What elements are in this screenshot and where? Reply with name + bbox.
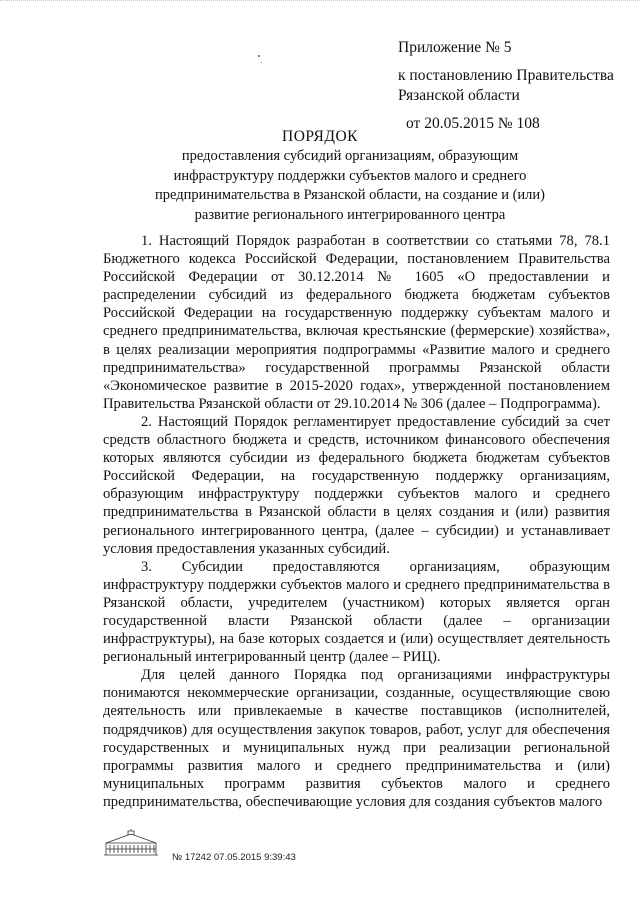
resolution-date-number: от 20.05.2015 № 108 [406,115,540,132]
paragraph-4: Для целей данного Порядка под организациями инфраструктуры понимаются некоммерческие организации, созданные, осуществляющие свою деятельность или привлекаемые в качестве поставщиков (исполнителей, подрядчиков) для осуществления закупок товаров, работ, услуг для обеспечения государственных и муниципальных нужд при реализации региональной программы развития малого и среднего предпринимательства и (или) муниципальных программ развития субъектов малого и среднего предпринимательства, обеспечивающие условия для создания субъектов малого [103,667,610,810]
appendix-region: Рязанской области [398,87,520,104]
building-stamp-icon [102,828,160,858]
appendix-block [398,38,614,134]
appendix-to: к постановлению Правительства [398,67,614,84]
paragraph-3: 3. Субсидии предоставляются организациям, образующим инфраструктуру поддержки субъектов малого и среднего предпринимательства в Рязанской области, учредителем (участником) которых является орган государственной власти Рязанской области (далее – организации инфраструктуры), на базе которых создается и (или) осуществляет деятельность региональный интегрированный центр (далее – РИЦ). [103,558,610,666]
document-subtitle: предоставления субсидий организациям, образующим инфраструктуру поддержки субъектов малого и среднего предпринимательства в Рязанской области, на создание и (или) развитие регионального интегрированного центра [154,148,545,223]
appendix-label: Приложение № 5 [398,39,512,56]
scan-speck [261,62,262,63]
paragraph-2: 2. Настоящий Порядок регламентирует предоставление субсидий за счет средств областного бюджета и средств, источником финансового обеспечения которых являются субсидии из федерального бюджета бюджетам субъектов Российской Федерации, на государственную поддержку организациям, образующим инфраструктуру поддержки субъектов малого и среднего предпринимательства в Рязанской области в целях создания и (или) развития регионального интегрированного центра, (далее – субсидии) и устанавливает условия предоставления указанных субсидий. [103,413,610,557]
scan-speck [258,55,260,57]
document-title: ПОРЯДОК [282,128,358,145]
scan-top-edge [0,0,640,7]
document-body [103,232,610,811]
paragraph-1: 1. Настоящий Порядок разработан в соответствии со статьями 78, 78.1 Бюджетного кодекса Российской Федерации, постановлением Правительства Российской Федерации от 30.12.2014 № 1605 «О предоставлении и распределении субсидий из федерального бюджета бюджетам субъектов Российской Федерации на государственную поддержку субъектам малого и среднего предпринимательства, включая крестьянские (фермерские) хозяйства», в целях реализации мероприятия подпрограммы «Развитие малого и среднего предпринимательства» государственной программы Рязанской области «Экономическое развитие в 2015-2020 годах», утвержденной постановлением Правительства Рязанской области от 29.10.2014 № 306 (далее – Подпрограмма). [103,233,610,412]
footer-document-id: № 17242 07.05.2015 9:39:43 [172,852,296,863]
